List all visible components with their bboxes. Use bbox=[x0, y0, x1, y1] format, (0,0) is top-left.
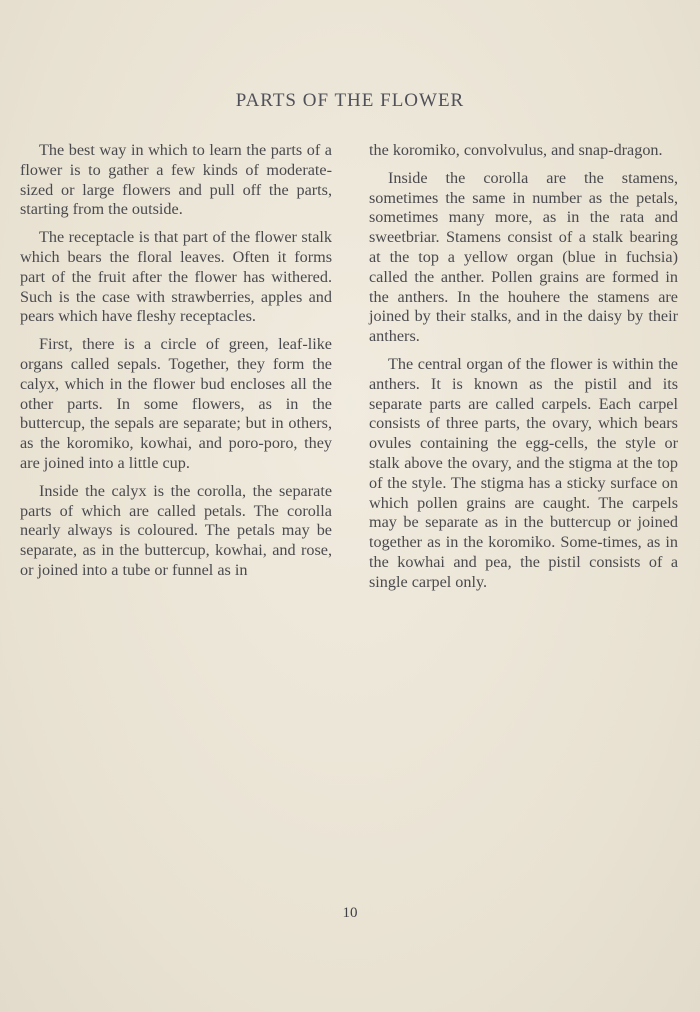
paragraph-corolla: Inside the calyx is the corolla, the separate parts of which are called petals. The corolla nearly always is coloured. The petals may be separate, as in the buttercup, kowhai, and rose, or joined into a tube or funnel as in bbox=[20, 481, 332, 579]
paragraph-stamens: Inside the corolla are the stamens, sometimes the same in number as the petals, sometimes many more, as in the rata and sweetbriar. Stamens consist of a stalk bearing at the top a yellow organ (blue in fuchsia) called the anther. Pollen grains are formed in the anthers. In the houhere the stamens are joined by their stalks, and in the daisy by their anthers. bbox=[369, 168, 678, 346]
paragraph-pistil: The central organ of the flower is within the anthers. It is known as the pistil and its separate parts are called carpels. Each carpel consists of three parts, the ovary, which bears ovules containing the egg-cells, the style or stalk above the ovary, and the stigma at the top of the style. The stigma has a sticky surface on which pollen grains are caught. The carpels may be separate as in the buttercup or joined together as in the koromiko. Some-times, as in the kowhai and pea, the pistil consists of a single carpel only. bbox=[369, 354, 678, 591]
paragraph-corolla-continued: the koromiko, convolvulus, and snap-dragon. bbox=[369, 141, 663, 159]
paragraph-learning-parts: The best way in which to learn the parts of a flower is to gather a few kinds of moderate-sized or large flowers and pull off the parts, starting from the outside. bbox=[20, 141, 332, 219]
page-title: PARTS OF THE FLOWER bbox=[235, 90, 465, 111]
paragraph-receptacle: The receptacle is that part of the flower stalk which bears the floral leaves. Often it forms part of the fruit after the flower has withered. Such is the case with strawberries, apples and pears which have fleshy receptacles. bbox=[20, 228, 332, 326]
right-column bbox=[369, 141, 678, 601]
left-column bbox=[20, 141, 332, 589]
paragraph-sepals: First, there is a circle of green, leaf-like organs called sepals. Together, they form the calyx, which in the flower bud encloses all the other parts. In some flowers, as in the buttercup, the sepals are separate; but in others, as the koromiko, kowhai, and poro-poro, they are joined into a little cup. bbox=[20, 335, 332, 472]
page-number: 10 bbox=[342, 905, 358, 921]
